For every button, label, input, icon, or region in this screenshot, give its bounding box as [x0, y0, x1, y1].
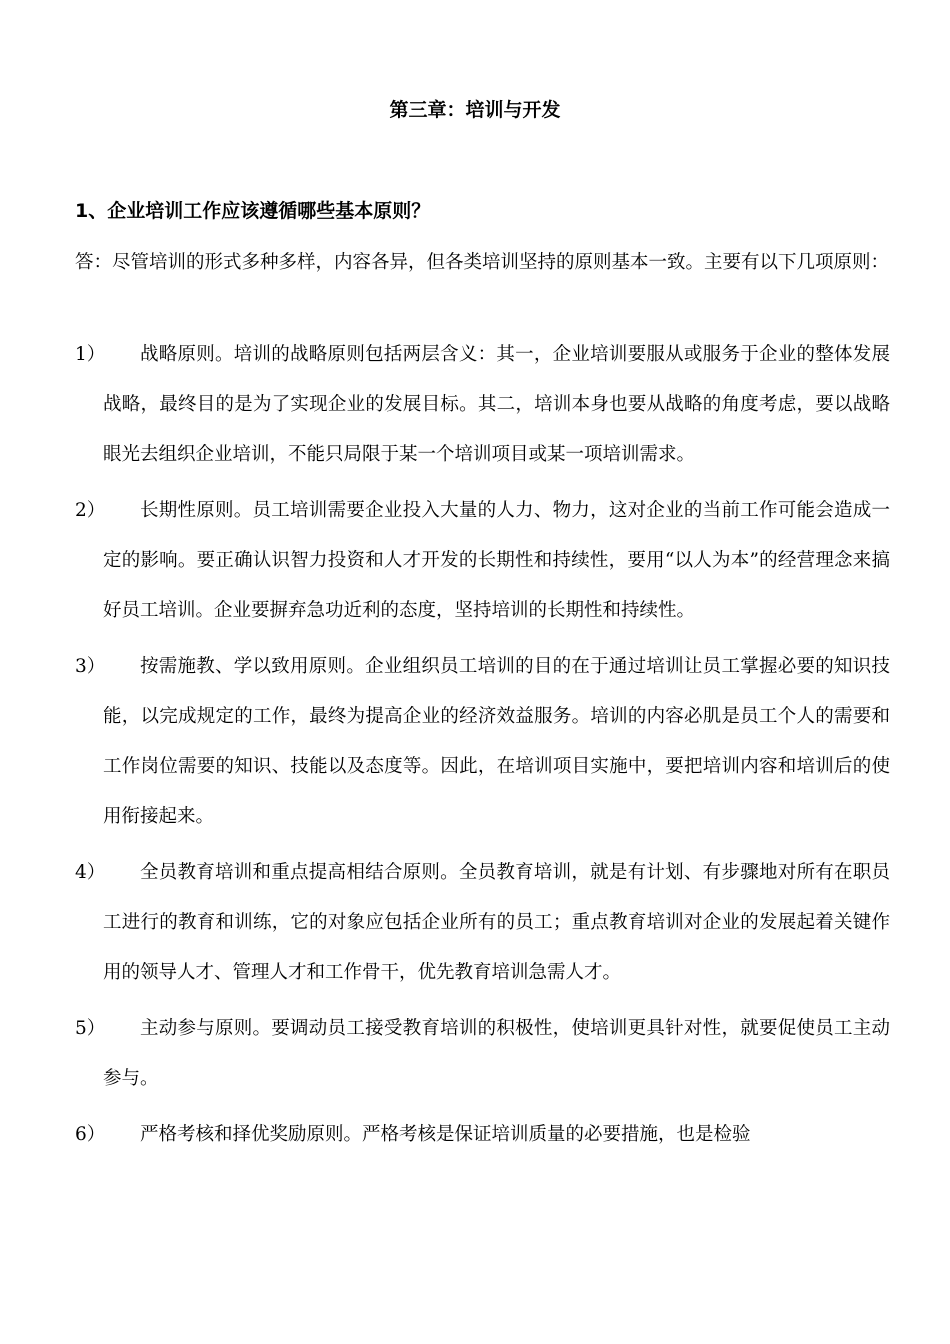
item-text: 战略原则。培训的战略原则包括两层含义：其一，企业培训要服从或服务于企业的整体发展战略，最终目的是为了实现企业的发展目标。其二，培训本身也要从战略的角度考虑，要以战略眼光去组织企业培训，不能只局限于某一个培训项目或某一项培训需求。	[103, 344, 890, 465]
list-item	[0, 1004, 950, 1104]
list-item	[0, 330, 950, 480]
item-number: 3）	[75, 656, 106, 677]
item-number: 6）	[75, 1124, 106, 1145]
list-item	[0, 848, 950, 998]
item-number: 2）	[75, 500, 106, 521]
item-text: 严格考核和择优奖励原则。严格考核是保证培训质量的必要措施，也是检验	[140, 1124, 751, 1145]
list-item	[0, 486, 950, 636]
principles-list	[0, 330, 950, 1166]
item-text: 长期性原则。员工培训需要企业投入大量的人力、物力，这对企业的当前工作可能会造成一定的影响。要正确认识智力投资和人才开发的长期性和持续性，要用“以人为本”的经营理念来搞好员工培训。企业要摒弃急功近利的态度，坚持培训的长期性和持续性。	[103, 500, 890, 621]
list-item	[0, 642, 950, 842]
item-number: 1）	[75, 344, 106, 365]
list-item	[0, 1110, 950, 1160]
chapter-title: 第三章：培训与开发	[389, 99, 561, 121]
question-heading: 1、企业培训工作应该遵循哪些基本原则？	[75, 200, 431, 222]
item-text: 全员教育培训和重点提高相结合原则。全员教育培训，就是有计划、有步骤地对所有在职员工进行的教育和训练，它的对象应包括企业所有的员工；重点教育培训对企业的发展起着关键作用的领导人才、管理人才和工作骨干，优先教育培训急需人才。	[103, 862, 890, 983]
item-text: 按需施教、学以致用原则。企业组织员工培训的目的在于通过培训让员工掌握必要的知识技能，以完成规定的工作，最终为提高企业的经济效益服务。培训的内容必肌是员工个人的需要和工作岗位需要的知识、技能以及态度等。因此，在培训项目实施中，要把培训内容和培训后的使用衔接起来。	[103, 656, 890, 827]
item-number: 5）	[75, 1018, 106, 1039]
answer-intro: 答：尽管培训的形式多种多样，内容各异，但各类培训坚持的原则基本一致。主要有以下几项原则：	[75, 252, 890, 273]
item-text: 主动参与原则。要调动员工接受教育培训的积极性，使培训更具针对性，就要促使员工主动参与。	[103, 1018, 890, 1089]
item-number: 4）	[75, 862, 106, 883]
